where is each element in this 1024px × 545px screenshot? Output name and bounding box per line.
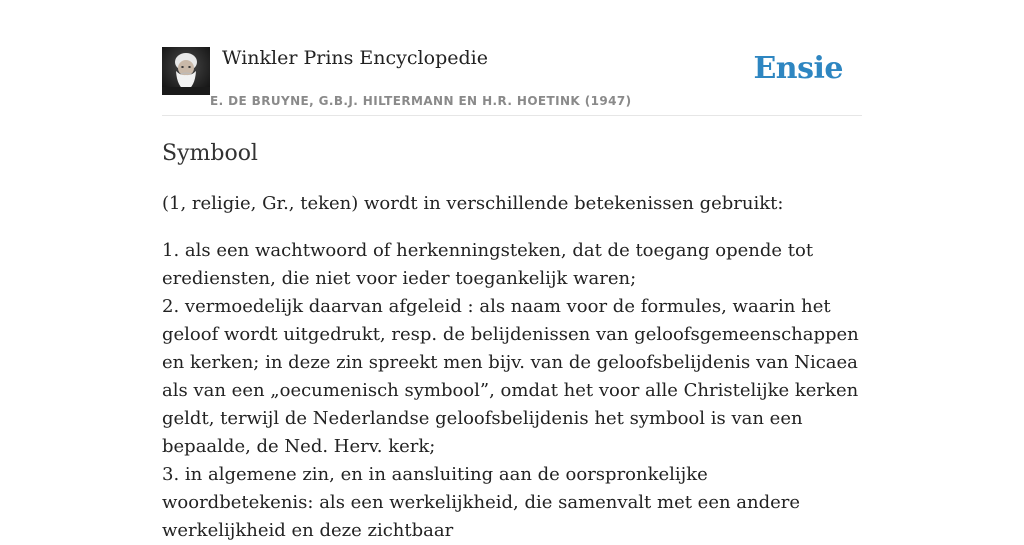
author-avatar[interactable] xyxy=(162,47,210,95)
list-item: 3. in algemene zin, en in aansluiting aan de oorspronkelijke woordbetekenis: als een werkelijkheid, die samenvalt met een andere werkelijkheid en deze zichtbaar xyxy=(162,464,801,541)
header xyxy=(162,0,862,116)
article-intro: (1, religie, Gr., teken) wordt in verschillende betekenissen gebruikt: xyxy=(162,193,784,214)
article-title: Symbool xyxy=(162,141,258,166)
list-item: 1. als een wachtwoord of herkenningsteken, dat de toegang opende tot erediensten, die niet voor ieder toegankelijk waren; xyxy=(162,240,814,289)
site-title[interactable]: Winkler Prins Encyclopedie xyxy=(222,47,488,69)
article-body xyxy=(162,237,862,545)
authors-credit: E. DE BRUYNE, G.B.J. HILTERMANN EN H.R. HOETINK (1947) xyxy=(210,94,632,108)
ensie-logo[interactable]: Ensie xyxy=(753,51,843,86)
bearded-man-portrait-icon xyxy=(162,47,210,95)
article xyxy=(162,138,862,545)
list-item: 2. vermoedelijk daarvan afgeleid : als naam voor de formules, waarin het geloof wordt uitgedrukt, resp. de belijdenissen van geloofsgemeenschappen en kerken; in deze zin spreekt men bijv. van de geloofsbelijdenis van Nicaea als van een „oecumenisch symbool”, omdat het voor alle Christelijke kerken geldt, terwijl de Nederlandse geloofsbelijdenis het symbool is van een bepaalde, de Ned. Herv. kerk; xyxy=(162,296,859,457)
